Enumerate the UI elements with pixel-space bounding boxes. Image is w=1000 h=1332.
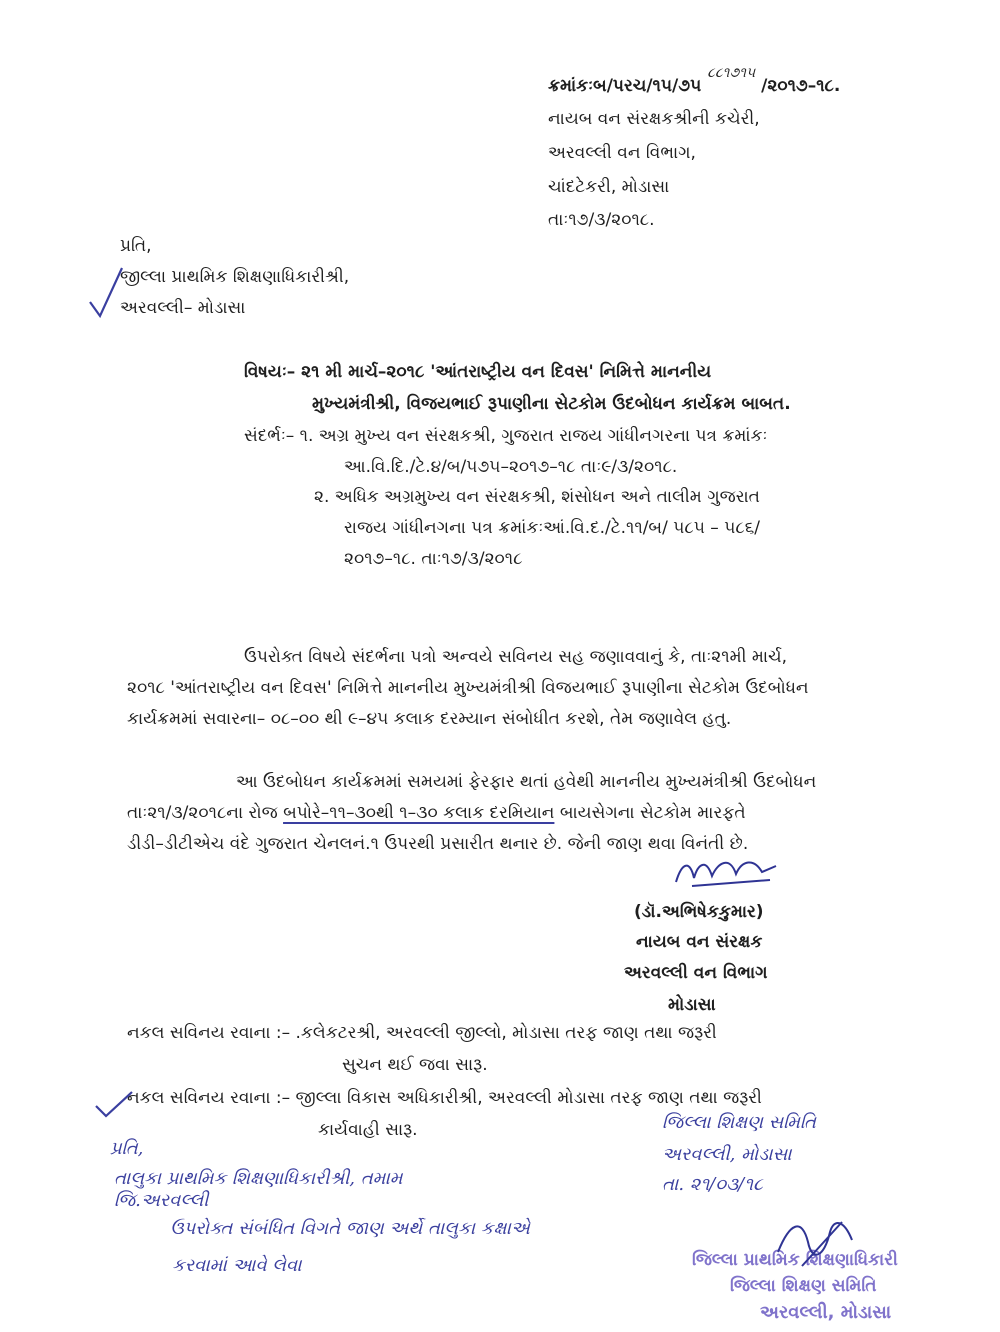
stamp-line-3: અરવલ્લી, મોડાસા xyxy=(760,1302,892,1323)
reference-line-1: સંદર્ભઃ– ૧. અગ્ર મુખ્ય વન સંરક્ષકશ્રી, ગુજરાત રાજય ગાંધીનગરના પત્ર ક્રમાંકઃ xyxy=(244,426,768,446)
signatory-name: (ડૉ.અભિષેકકુમાર) xyxy=(634,902,764,922)
signatory-designation: નાયબ વન સંરક્ષક xyxy=(636,932,763,952)
ref-number xyxy=(548,65,841,99)
paragraph-2-line-2-start: તાઃ૨૧/૩/૨૦૧૮ના રોજ xyxy=(127,803,284,823)
signatory-division: અરવલ્લી વન વિભાગ xyxy=(624,963,768,983)
office-line-3: ચાંદટેકરી, મોડાસા xyxy=(548,177,670,197)
handwritten-line-4: ઉપરોક્ત સંબંધિત વિગતે જાણ અર્થે તાલુકા કક્ષાએ xyxy=(170,1218,530,1239)
handwritten-prati: પ્રતિ, xyxy=(110,1138,144,1159)
stamp-line-2: જિલ્લા શિક્ષણ સમિતિ xyxy=(730,1276,877,1296)
reference-line-5: ૨૦૧૭–૧૮. તાઃ૧૭/૩/૨૦૧૮ xyxy=(344,549,523,569)
ref-handwritten-number: ૮૮૧૭૧૫ xyxy=(707,65,756,81)
highlighted-time: બપોરે–૧૧–૩૦થી ૧–૩૦ કલાક દરમિયાન xyxy=(283,803,555,823)
handwritten-line-2: તાલુકા પ્રાથમિક શિક્ષણાધિકારીશ્રી, તમામ xyxy=(114,1168,403,1189)
reference-line-4: રાજય ગાંધીનગના પત્ર ક્રમાંકઃઆં.વિ.દ./ટે.૧૧/બ/ ૫૮૫ – ૫૮૬/ xyxy=(344,518,760,538)
copy-2-line-1: નકલ સવિનય રવાના :– જીલ્લા વિકાસ અધિકારીશ્રી, અરવલ્લી મોડાસા તરફ જાણ તથા જરૂરી xyxy=(127,1088,762,1108)
signatory-place: મોડાસા xyxy=(668,995,716,1015)
letter-date: તાઃ૧૭/૩/૨૦૧૮. xyxy=(548,210,655,230)
copy-1-line-2: સુચન થઈ જવા સારૂ. xyxy=(342,1055,488,1075)
signature-scribble xyxy=(672,852,782,892)
recipient-prati: પ્રતિ, xyxy=(120,236,152,256)
recipient-line-2: અરવલ્લી– મોડાસા xyxy=(120,298,246,318)
stamp-signature-scribble xyxy=(772,1212,862,1272)
office-line-2: અરવલ્લી વન વિભાગ, xyxy=(548,143,696,163)
office-line-1: નાયબ વન સંરક્ષકશ્રીની કચેરી, xyxy=(548,109,760,129)
handwritten-right-2: અરવલ્લી, મોડાસા xyxy=(662,1144,792,1165)
subject-line-2: મુખ્યમંત્રીશ્રી, વિજયભાઈ રૂપાણીના સેટકોમ ઉદબોધન કાર્યક્રમ બાબત. xyxy=(312,394,791,414)
paragraph-2-line-2-end: બાયસેગના સેટકોમ મારફતે xyxy=(554,803,746,823)
checkmark-icon-2 xyxy=(92,1090,136,1120)
paragraph-2-line-3: ડીડી–ડીટીએચ વંદે ગુજરાત ચેનલનં.૧ ઉપરથી પ્રસારીત થનાર છે. જેની જાણ થવા વિનંતી છે. xyxy=(127,834,749,854)
paragraph-1-line-3: કાર્યક્રમમાં સવારના– ૦૮–૦૦ થી ૯–૪૫ કલાક દરમ્યાન સંબોધીત કરશે, તેમ જણાવેલ હતુ. xyxy=(127,709,732,729)
paragraph-1-line-2: ૨૦૧૮ 'આંતરાષ્ટ્રીય વન દિવસ' નિમિત્તે માનનીય મુખ્યમંત્રીશ્રી વિજયભાઈ રૂપાણીના સેટકોમ ઉદબોધન xyxy=(127,678,809,698)
paragraph-2-line-2 xyxy=(127,801,746,825)
reference-line-2: આ.વિ.દિ./ટે.૪/બ/૫૭૫–૨૦૧૭–૧૮ તાઃ૯/૩/૨૦૧૮. xyxy=(344,457,678,477)
handwritten-right-1: જિલ્લા શિક્ષણ સમિતિ xyxy=(662,1112,816,1133)
handwritten-line-5: કરવામાં આવે લેવા xyxy=(172,1255,302,1276)
subject-line-1: વિષયઃ– ૨૧ મી માર્ચ–૨૦૧૮ 'આંતરાષ્ટ્રીય વન દિવસ' નિમિત્તે માનનીય xyxy=(244,362,712,382)
paragraph-1-line-1: ઉપરોક્ત વિષયે સંદર્ભના પત્રો અન્વયે સવિનય સહ જણાવવાનું કે, તાઃ૨૧મી માર્ચ, xyxy=(244,647,788,667)
copy-2-line-2: કાર્યવાહી સારૂ. xyxy=(318,1120,418,1140)
ref-year-text: /૨૦૧૭–૧૮. xyxy=(761,76,841,96)
stamp-line-1: જિલ્લા પ્રાથમિક શિક્ષણાધિકારી xyxy=(692,1250,898,1270)
copy-1-line-1: નકલ સવિનય રવાના :– .કલેકટરશ્રી, અરવલ્લી જીલ્લો, મોડાસા તરફ જાણ તથા જરૂરી xyxy=(127,1023,717,1043)
recipient-line-1: જીલ્લા પ્રાથમિક શિક્ષણાધિકારીશ્રી, xyxy=(120,267,350,287)
handwritten-right-3: તા. ૨૧/૦૩/૧૮ xyxy=(662,1174,763,1195)
ref-number-text: ક્રમાંકઃબ/પરચ/૧૫/૭૫ xyxy=(548,76,702,96)
handwritten-line-3: જિ.અરવલ્લી xyxy=(114,1190,209,1211)
checkmark-icon xyxy=(86,264,126,320)
paragraph-2-line-1: આ ઉદબોધન કાર્યક્રમમાં સમયમાં ફેરફાર થતાં હવેથી માનનીય મુખ્યમંત્રીશ્રી ઉદબોધન xyxy=(236,772,817,792)
reference-line-3: ૨. અધિક અગ્રમુખ્ય વન સંરક્ષકશ્રી, શંસોધન અને તાલીમ ગુજરાત xyxy=(314,487,760,507)
